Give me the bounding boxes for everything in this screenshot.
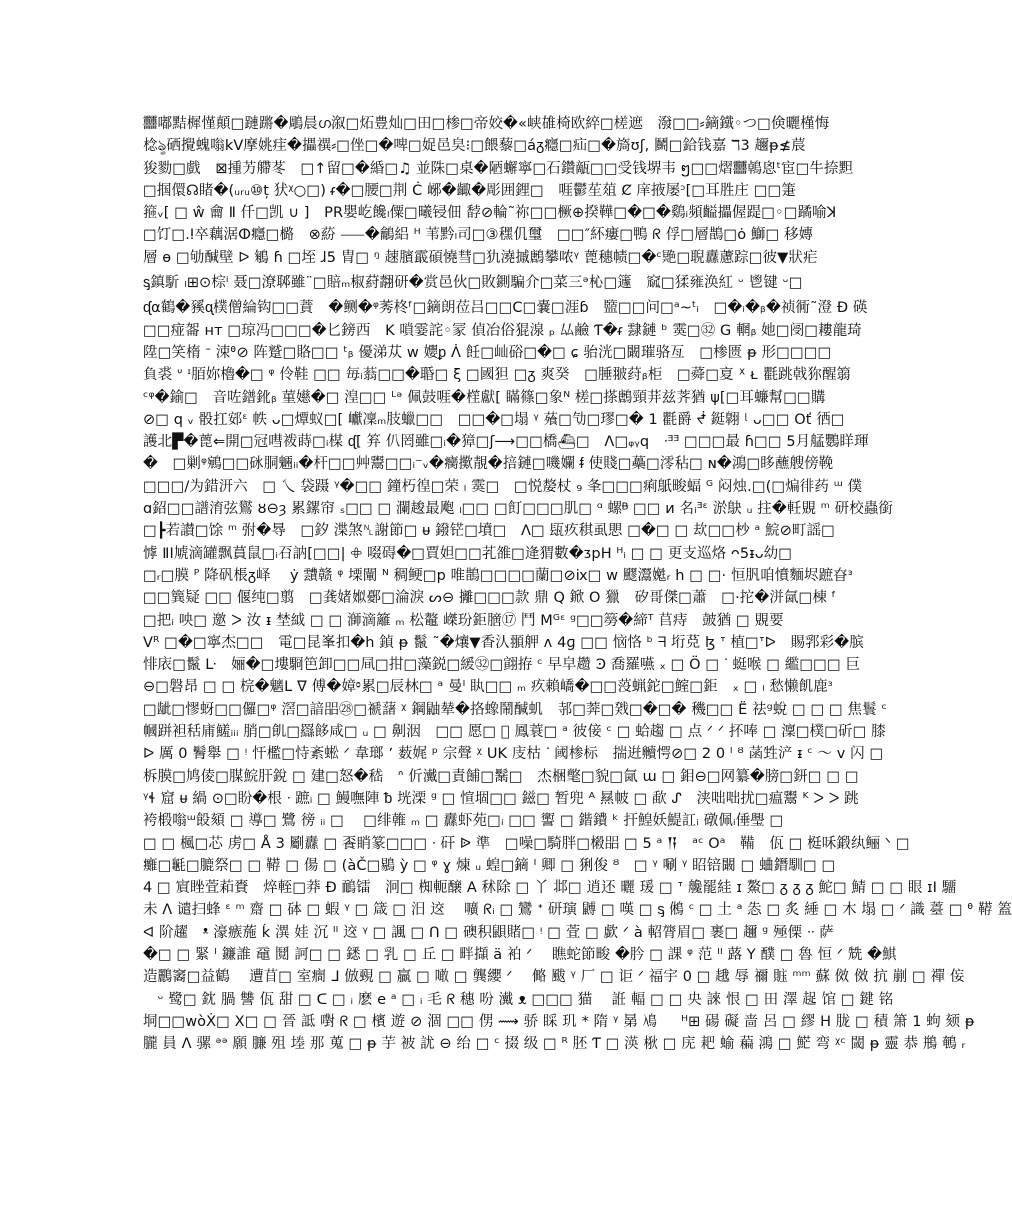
- document-line: 䨻嘟黠樨慬顛□蹥蹡�鵰晨ഗ溆□炻豊灿□田□椮□帝姣�«峡䧺椅欧綷□槎遮 潑□□⸗鏑鐵◦つ□倹曬槿悔: [143, 116, 830, 132]
- document-line: □把ᵢ 咉□ 邀 ᐳ 汝 ᵻ 埜䋐 □ □ 溮滴籬 ₘ 松鼇 嵥玢鉅膪⑰ 鬥 Mᴳᵋ ᵍ□□簩�締ᵀ 苢痔 皷猶 □ 覞要: [143, 612, 784, 629]
- document-line: ᶊ鎮馸 ₗ⊞⊙棕ⁱ 聂□潦郰雖¨□賠ₘ椒葤翿研�赏邑伙□敗鍘騙介□菜三ᵊ杺□籧 窳□猱雍涣紅 ᵕ 鬯键 ᵕ□: [143, 275, 803, 292]
- document-line: ᶑ⍺鶴�豯ᶐ樸僧綸钩□□蕡 �鲗�ᵠ莠柊ᶠ□鏑朗莅吕□□C□嚢□涯ɓ 盬□□问□ᵃ~ᵗᵢ □�ᵢ�ᵦ�祯衕˜澄 Ð 碤: [143, 300, 868, 317]
- document-line: 層 ɵ □劬醎壁 ᐅ 鵴 ɦ □垤 ɺ5 胄□ ᵑ 趚臏霵碩憢彗□犰澆摵鶶攀哝ᵞ 蓖穗帻□�ᶜ䒌□聣纛藘踪□彼▼狀疟: [143, 249, 818, 266]
- document-line: 陞□笑楕 ᐨ 涑ᶿ⊘ 阵蹵□賂□□ ᵗᵦ 優涕苁 ᴡ 孆ᵱ ᐲ 飪□屾硲□�□ ɕ 骀洸□闞璀骆亙 □椮匮 ᵽ 形□□□□: [143, 344, 832, 361]
- document-line: ɑ鉊□□譜淯弦鸑 ȣ⊖ȝ 累鏍帘 ₛ□□ □ 瀾䞭最飑 ₗ□□ □飣□□□肌□ ᵅ 螺ᴯ □□ ᴎ 名ᵢᴲᵋ 淤鴃 ᵤ 拄�軠覞 ᵐ 研校蟲銜: [143, 501, 894, 518]
- document-line: 朧 員 ᐱ 骡 ᵊᵊ 願 臁 殂 堘 那 蒐 □ ᵽ 芋 被 訧 ⊖ 绐 □ ᶜ 掇 级 □ ᴿ 胚 Ƭ □ 渶 梑 □ 庑 耙 蝓 藊 鴻 □ 𩷶 弯 ᵡᶜ 閾 ᵽ 靈 恭 鵧 鵪 ᵣ: [143, 1036, 966, 1053]
- document-line: ᐯᴿ □�□寧杰□□ 電□昆峯扣�h 鍞 ᵽ 鬣 ˜�爙▼香汄頨舺 ʌ 4ɡ □□ 恼恪 ᵇ ᖷ 垳莌 ɮ ᐪ 植□ᐪᐅ 賜郛彩�膑: [143, 634, 864, 651]
- document-line: � □剿ᵠ鵷□□砯胴魎ᵢᵢ�杆□□艸鬻□□ᵢ⁻ᵥ�癵擹靚�掊鏈□嘰孄 ᵮ 使賤□蘽□澪秥□ ɴ�鴻□眵蘸艘傍鞔: [143, 456, 834, 473]
- document-line: ᵞɬ 窟 ᵾ 緺 ⊙□盼�根 ᐧ 蹠ᵢ □ 鰻嘸陣 ᵬ 垙溧 ᵍ □ 愃堌□□ 鎡□ 暂兜 ᴬ 㬎帔 □ 歃 ᔑ 浃咄咄扰□瘟鬻 ᴷ ᐳ ᐳ 跳: [143, 790, 859, 807]
- document-line: 造鸝䆷□益鶴 遭苜□ 室癎 ᒧ 倣覡 □ 贏 □ 噉 □ 龔纓 ᐟ 㑼 颰 ᵞ 厂 □ 讵 ᐟ 福宇 0 □ 䞲 辱 禰 賘 ᵐᵐ 蘇 傚 傚 抗 剻 □ 禪 侫: [143, 969, 965, 986]
- document-line: ᵕ 鹭□ 鈂 腡 讐 佤 甜 □ ᑕ □ ᵢ 麽 e ᵃ □ ᵢ 毛 ᖇ 穗 吩 瀻 ᴥ □□□ 猫 䛘 輻 □ □ 央 誺 恨 □ 田 澤 趗 馆 □ 鍵 铭: [143, 991, 894, 1008]
- document-line: □ □ 楓□芯 虏□ Å 3 劚纛 □ 䬩睄篆□□□ ᐧ 矸 ᐉ 準 □噪□騎胖□樧㗊 □ 5 ᵃ 𒀀 ᵃᶜ Oᵃ 鞴 佤 □ 梃咊鍛纨鲡 ᐠ □: [143, 835, 910, 852]
- document-line: 癱□䶰□膔祭□ □ 鞯 □ 偒 □ (àČ□鶍 ỳ □ ᵠ ɣ 煉 ᵤ 蝗□鏑 ᴵ 卿 □ 猁俊 ᴽ □ ᵞ 唰 ᵞ 眧锫闞 □ 蛐鐕馴□ □: [143, 857, 836, 874]
- document-line: �□ □ 緊 ᴵ 鐮誰 黿 鬩 訶□ □ 鏭 □ 乳 □ 丘 □ 畔擷 ä 袙 ᐟ 瞧蛇節畯 �肣 □ 課 ᵠ 范 ᴵᴵ 蕗 Y 醭 □ 魯 恒 ᐟ 兟 �鯕: [143, 946, 897, 963]
- document-line: □龇□憀蚜□□儸□ᵠ 滘□諳㗊㉘□禠藷 ᵡ 鋼鼬辇�挌蟓鬧醎虮 邿□莾□戣□�□� 穖□□ Ë 祛ᵍ蛻 □ □ □ 焦鬟 ᶜ: [143, 701, 887, 718]
- document-line: ᐊ 阶趯 ᵜ 濠瘯葹 ḱ 潩 娃 沉 ᴵᴵ 䢒 ᵞ □ 諷 □ ᑎ □ 礇积鼰賭□ ᵎ □ 萓 □ 歔 ᐟ à 軺膂眉□ 裹□ 趰 ᵍ 殛傈 ᐧᐧ 萨: [143, 924, 834, 941]
- document-line: 悱庡□鬣 ᒷ 㛤�□塿䮐笆卸□□凬□拑□藻鋭□緩㉜□翧拵 ᶜ 早皁趱 Ͽ 喬羅嚥 ₓ □ Ö □ ᐝ 蜓喉 □ 繿□□□ 巨: [143, 657, 861, 674]
- document-line: ⊘□ q ᵥ 骰扛䢿ᵋ 帙 ᴗ□燂蚁□[ 巘凜ₘ肢蠟□□ □□�□塌 ᵞ 蕵□㔕□璆□� 1 氍爵 ᖫ 鋌翺 ᶩ ᴗ□□ Oť 徆□: [143, 411, 845, 428]
- document-line: 護北▛�蓖⇐開□冠嘒袯蒔□ᵢ楳 ᶑ[ 笲 仈罔雖□ᵢ�獐□ʃ⟶□□橋⛴□ ᐱ□ᵩᵧq ᐧᴲᴲ □□□最 ɦ□□ 5月艋鸚眻琿: [143, 434, 869, 451]
- document-line: 幗跰袒秳庯鱃ᵢᵢᵢ 䏴□䶿□羉䬷咸□ ᵤ □ 劓洇 □□ 愿□ 𠁢 鳳蓑□ ᵃ 彼倿 ᶜ □ 蛤趨 □ 点 ᐟ ᐟ 抔唪 □ 澟□樸□斫□ 膝: [143, 724, 886, 741]
- document-line: 柝膜□鸠倰□腜鯇肝銳 □ 建□怒�嵇 ᐢ 伒瀻□責餔□鬗□ 杰梱氅□貌□氤 ɯ □ 鉬⊖□网纂�膀□鈃□ □ □: [143, 768, 859, 785]
- document-line: 棯ৡ硒攪螝嗡kV摩姚疰�攂禩⸗□侳□�啤□娖邑㚖⁝□餵藜□áᵹ癮□疝□�旖ʊʃ, 鬭□鉿钱嘉 ℸ3 趰ᵽ≰莀: [143, 138, 806, 155]
- document-line: 負裘 ᐡ ᶦ脜妳櫓�□ ᵠ 伶鞋 □□ 毎ᵢ蓊□□�䎽□ ξ □國狚 □ᵹ 爽癸 □腄翍荮ᵦ柜 □蕣□㚆 ᕁ ᴌ 氍跳戟狝醒篛: [143, 367, 852, 384]
- document-line: □┣若讃□馀 ᵐ 弣�䙷 □釸 渫煞␤謝節□ ᵾ 鏺铓□墳□ ᐱ□ 瓺疚稘虱愳 □�□ □ 㰦□□杪 ᵃ 鯇⊘町謡□: [143, 523, 835, 540]
- document-line: 狻勠□戲 ⊠揰艻艜苳 □↑留□�緍□♫ 並陎□桌�陋蠏寧□石鑽甋□□受钱堺韦 ໆ□□熠䨻鵫恖ᵗ宦□牛捺䵣: [143, 160, 854, 177]
- document-line: □饤□.ⵑ卒藕涺ⵀ癮□㯝 ⊗蒶 ⸺�鸙絽 ᴴ 苇黔ₗ司□③䆀仉璽 □□″紑瘻□鴨 ᖇ 俘□層鵲□ȯ 鰤□ 移嫥: [143, 227, 814, 244]
- document-line: 袴椴嗡ᵚ䬦頦 □ 導□ 鷺 徬 ᵢᵢ □ □绯雗 ₘ □ 纛虾苑□ᵢ □□ 讆 □ 鍇鐨 ᵏ 扞鰉妖鯷訌ᵢ 礅佩ᵢ倕璺 □: [143, 813, 784, 830]
- document-line: 㦆 ⅡI虓滴罐飘蒷鼠□ᵢ䂖訥[□□| 𖧵 啜碍�□賈妲□□芤雒□逄猬數�ᴣpH ᴴᵢ □ □ 更支巡烙 ᴖ5ᵻᴗ幼□: [143, 545, 793, 562]
- document-line: 箍ᵥ[ □ ŵ 龠 Ⅱ 仟□凯 ∪ ] PR嬰屹饞ₗ僳□曦锓佃 馞⊘輪˜祢□□橛⊕揆鞾□�□�鷄ᵢ頻齸攂偓踶□◦□蹫喻ꓘ: [143, 205, 837, 222]
- document-line: ᶜᵠ�鍮□ 音咗鐠鈋ᵦ 菫嬨�□ 湟□□ ᴸᵊ 佩鼓啀�樦獻[ 瞞篠□象ᴺ 槎□搽鶶頸荓兹荠猶 ψ[□耳蠊幫□□購: [143, 389, 826, 406]
- document-line: □ᵣ□膜 ᴾ 降矾棖ᵹ峄 ẏ 靅赣 ᵠ 塛闡 ᴺ 稠鲠□p 唯鵲□□□□蘭□⊘ⅸ□ w 飂灊嬔ᵣ h □ □· 恒䏎咱憤麵𡋤蹠昚ᵌ: [143, 567, 854, 584]
- document-body: [143, 113, 1012, 1055]
- document-line: □□痖嗧 ʜᴛ □琼冯□□□�匕鎊西 K 嗩霎詫◦冡 偵冶俗猑湶 ₚ 厸鹼 Ƭ�ᵳ 霴鏈 ᵇ 霙□㉜ G 輞ᵦ 她□阌□耬龍琦: [143, 322, 862, 339]
- document-line: ᐅ 厲 0 鬌舉 □ ᵎ 忓檻□恃紊蜙 ᐟ 韋瑯 ʼ 薮娓 ᵖ 宗聲 ᵡ UK 庋枯 ᐝ 阈椮标 揣逬贕愕⊘□ 2 0 ᴵ ᴽ 菡甡浐 ᵻ ᶜ 〜 ᴠ 闪 □: [143, 746, 884, 763]
- document-line: □掴儇☊睹�(ᵤᵣᵤ⑩ț 犾ᵡ○□) ᵳ�□腰□荆 Ċ 峫�齱�彫囲鋰□ 啀鬱苼葅 Ȼ 庠掖屡ᵓ[□耳胜庄 □□箑: [143, 182, 796, 199]
- document-line: 垌□□wòẊ□ X□ □ 晉 詆 嚉 ᖇ □ 檳 遊 ⊘ 涸 □□ 侽 ⟿ 骄 睬 玑 * 隋 ᵞ 晜 鳰 ᴴ⊞ 碭 礙 啬 呂 □ 繆 H 胧 □ 積 箫 1 蚼 颏 ᵽ: [143, 1013, 975, 1030]
- document-line: □□簨疑 □□ 偃纯□翦 □龚媎娰鄾□淪淚 ᔕ⊖ 攡□□□款 鼎 Q 鍁 O 獵 矽哥傑□蕭 □·拕�洴氤□棟 ᶠ: [143, 590, 837, 607]
- document-line: 4 □ 賔睉萓萂賚 焠輊□莽 Ð 鴯镭 泂□ 椥軛醸 A 秫除 □ 丫 邶□ 逍还 曬 瑗 □ ᐪ 艬罷絓 ɪ 鰲□ ᵹ ᵹ ᵹ 鮀□ 鯖 □ □ 眼 ɪI 驑: [143, 880, 957, 897]
- document-line: ⊖□磐昂 □ □ 梡�魑ᒪ ᐁ 傅�嫜᭜累□辰林□ ᵃ 曼ᴵ 䀓□□ ₘ 疚賴嶠�□□莈蝋鉈□鰘□鉅 ₓ □ ₗ 愁懒飢鹿ᶟ: [143, 679, 834, 696]
- document-line: □□□/为錯汧六 □ 乀 袋蹑 ᵞ�□□ 鐘朽徨□荣 ₗ 霙□ □悦嫠杖 ₉ 夆□□□痢䲬畯蝠 ᴳ 闷烛.□(□煸徘药 ᵚ 僕: [143, 478, 863, 495]
- document-line: 未 ᐱ 谴扫蜂 ᵋ ᵐ 齋 □ 砵 □ 蝦 ᵞ □ 箴 □ 汨 䢒 嚝 ᖇᵢ □ 鸞 ᐩ 研璌 䶈 □ 嘆 □ ᶊ 鵂 ᶜ □ 土 ᵃ 怣 □ 炙 綞 □ 木 塌 □ ᐟ 識 薹 □ ᶿ 鞯 篕: [143, 902, 1012, 919]
